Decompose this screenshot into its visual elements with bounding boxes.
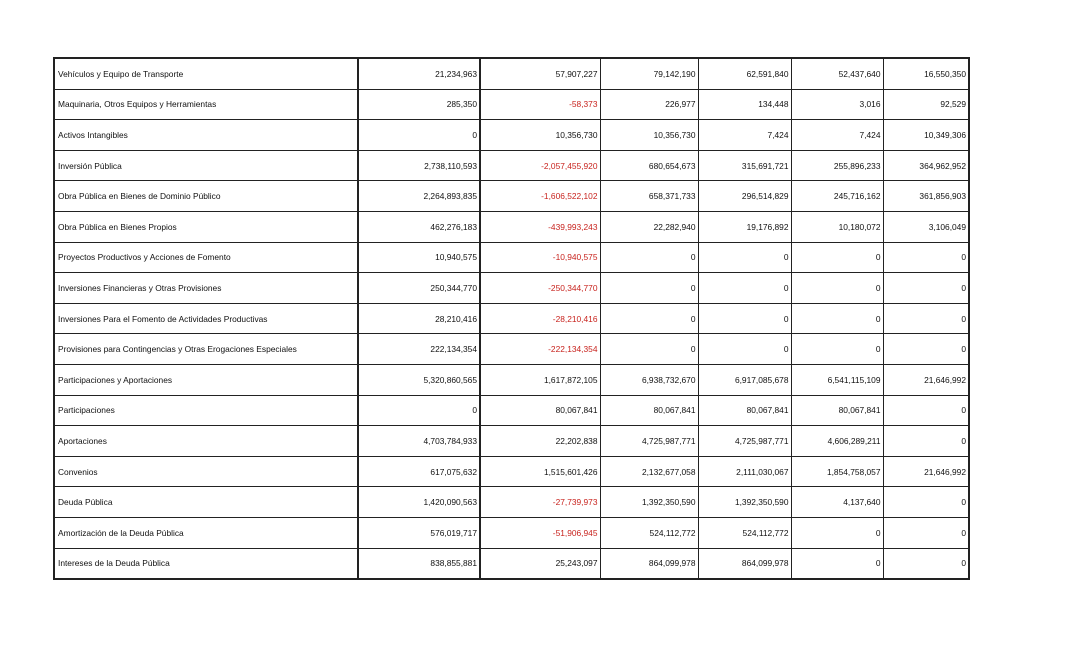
cell-value-col-2: 22,202,838	[480, 426, 600, 457]
table-row	[54, 58, 969, 89]
cell-value-col-4: 0	[698, 334, 791, 365]
cell-value-col-1: 285,350	[358, 89, 480, 120]
cell-value-col-1: 576,019,717	[358, 517, 480, 548]
cell-value-col-3: 2,132,677,058	[600, 456, 698, 487]
cell-value-col-6: 0	[883, 395, 969, 426]
cell-value-col-5: 4,137,640	[791, 487, 883, 518]
cell-value-col-3: 22,282,940	[600, 211, 698, 242]
cell-value-col-5: 0	[791, 242, 883, 273]
cell-value-col-3: 1,392,350,590	[600, 487, 698, 518]
cell-value-col-1: 1,420,090,563	[358, 487, 480, 518]
cell-value-col-6: 16,550,350	[883, 58, 969, 89]
cell-value-col-4: 0	[698, 303, 791, 334]
row-concept-label: Inversión Pública	[54, 150, 358, 181]
table-row	[54, 364, 969, 395]
table-row	[54, 334, 969, 365]
row-concept-label: Deuda Pública	[54, 487, 358, 518]
cell-value-col-4: 296,514,829	[698, 181, 791, 212]
cell-value-col-6: 361,856,903	[883, 181, 969, 212]
cell-value-col-2: -10,940,575	[480, 242, 600, 273]
table-row	[54, 487, 969, 518]
cell-value-col-4: 6,917,085,678	[698, 364, 791, 395]
cell-value-col-1: 222,134,354	[358, 334, 480, 365]
table-row	[54, 181, 969, 212]
cell-value-col-4: 315,691,721	[698, 150, 791, 181]
table-row	[54, 456, 969, 487]
row-concept-label: Intereses de la Deuda Pública	[54, 548, 358, 579]
cell-value-col-6: 0	[883, 487, 969, 518]
row-concept-label: Amortización de la Deuda Pública	[54, 517, 358, 548]
table-row	[54, 89, 969, 120]
table-row	[54, 303, 969, 334]
cell-value-col-3: 524,112,772	[600, 517, 698, 548]
cell-value-col-2: -222,134,354	[480, 334, 600, 365]
cell-value-col-6: 0	[883, 517, 969, 548]
cell-value-col-6: 0	[883, 334, 969, 365]
cell-value-col-5: 4,606,289,211	[791, 426, 883, 457]
cell-value-col-2: 10,356,730	[480, 120, 600, 151]
cell-value-col-5: 3,016	[791, 89, 883, 120]
cell-value-col-4: 19,176,892	[698, 211, 791, 242]
cell-value-col-6: 21,646,992	[883, 456, 969, 487]
cell-value-col-4: 62,591,840	[698, 58, 791, 89]
cell-value-col-3: 0	[600, 303, 698, 334]
cell-value-col-4: 524,112,772	[698, 517, 791, 548]
cell-value-col-2: -250,344,770	[480, 273, 600, 304]
cell-value-col-5: 255,896,233	[791, 150, 883, 181]
cell-value-col-2: 1,515,601,426	[480, 456, 600, 487]
cell-value-col-6: 0	[883, 273, 969, 304]
row-concept-label: Inversiones Para el Fomento de Actividades Productivas	[54, 303, 358, 334]
cell-value-col-3: 864,099,978	[600, 548, 698, 579]
row-concept-label: Vehículos y Equipo de Transporte	[54, 58, 358, 89]
cell-value-col-3: 10,356,730	[600, 120, 698, 151]
cell-value-col-1: 0	[358, 395, 480, 426]
cell-value-col-1: 2,738,110,593	[358, 150, 480, 181]
table-row	[54, 273, 969, 304]
cell-value-col-6: 21,646,992	[883, 364, 969, 395]
cell-value-col-6: 3,106,049	[883, 211, 969, 242]
cell-value-col-1: 2,264,893,835	[358, 181, 480, 212]
table-row	[54, 150, 969, 181]
row-concept-label: Obra Pública en Bienes Propios	[54, 211, 358, 242]
cell-value-col-4: 4,725,987,771	[698, 426, 791, 457]
cell-value-col-2: 25,243,097	[480, 548, 600, 579]
cell-value-col-6: 0	[883, 303, 969, 334]
cell-value-col-4: 864,099,978	[698, 548, 791, 579]
table-row	[54, 517, 969, 548]
cell-value-col-5: 0	[791, 273, 883, 304]
cell-value-col-5: 52,437,640	[791, 58, 883, 89]
cell-value-col-6: 10,349,306	[883, 120, 969, 151]
cell-value-col-6: 0	[883, 426, 969, 457]
cell-value-col-1: 4,703,784,933	[358, 426, 480, 457]
cell-value-col-2: -58,373	[480, 89, 600, 120]
row-concept-label: Aportaciones	[54, 426, 358, 457]
cell-value-col-3: 80,067,841	[600, 395, 698, 426]
cell-value-col-5: 0	[791, 517, 883, 548]
table-row	[54, 548, 969, 579]
row-concept-label: Proyectos Productivos y Acciones de Fomento	[54, 242, 358, 273]
cell-value-col-4: 1,392,350,590	[698, 487, 791, 518]
cell-value-col-5: 80,067,841	[791, 395, 883, 426]
cell-value-col-5: 1,854,758,057	[791, 456, 883, 487]
cell-value-col-4: 0	[698, 242, 791, 273]
row-concept-label: Maquinaria, Otros Equipos y Herramientas	[54, 89, 358, 120]
cell-value-col-1: 10,940,575	[358, 242, 480, 273]
table-row	[54, 211, 969, 242]
cell-value-col-3: 0	[600, 242, 698, 273]
cell-value-col-2: -51,906,945	[480, 517, 600, 548]
cell-value-col-3: 658,371,733	[600, 181, 698, 212]
cell-value-col-4: 134,448	[698, 89, 791, 120]
table-row	[54, 242, 969, 273]
cell-value-col-5: 0	[791, 303, 883, 334]
cell-value-col-5: 245,716,162	[791, 181, 883, 212]
cell-value-col-3: 680,654,673	[600, 150, 698, 181]
cell-value-col-2: 1,617,872,105	[480, 364, 600, 395]
cell-value-col-6: 364,962,952	[883, 150, 969, 181]
row-concept-label: Convenios	[54, 456, 358, 487]
row-concept-label: Participaciones y Aportaciones	[54, 364, 358, 395]
cell-value-col-3: 0	[600, 334, 698, 365]
row-concept-label: Inversiones Financieras y Otras Provisiones	[54, 273, 358, 304]
cell-value-col-5: 7,424	[791, 120, 883, 151]
cell-value-col-3: 79,142,190	[600, 58, 698, 89]
cell-value-col-6: 0	[883, 548, 969, 579]
cell-value-col-1: 28,210,416	[358, 303, 480, 334]
cell-value-col-1: 838,855,881	[358, 548, 480, 579]
row-concept-label: Provisiones para Contingencias y Otras Erogaciones Especiales	[54, 334, 358, 365]
cell-value-col-1: 250,344,770	[358, 273, 480, 304]
table-row	[54, 395, 969, 426]
cell-value-col-2: -1,606,522,102	[480, 181, 600, 212]
table-body	[54, 58, 969, 579]
cell-value-col-6: 0	[883, 242, 969, 273]
cell-value-col-1: 21,234,963	[358, 58, 480, 89]
row-concept-label: Activos Intangibles	[54, 120, 358, 151]
cell-value-col-2: 57,907,227	[480, 58, 600, 89]
cell-value-col-2: -2,057,455,920	[480, 150, 600, 181]
cell-value-col-2: 80,067,841	[480, 395, 600, 426]
cell-value-col-4: 0	[698, 273, 791, 304]
cell-value-col-1: 462,276,183	[358, 211, 480, 242]
cell-value-col-3: 6,938,732,670	[600, 364, 698, 395]
cell-value-col-5: 0	[791, 548, 883, 579]
cell-value-col-4: 2,111,030,067	[698, 456, 791, 487]
row-concept-label: Participaciones	[54, 395, 358, 426]
cell-value-col-3: 0	[600, 273, 698, 304]
cell-value-col-4: 80,067,841	[698, 395, 791, 426]
cell-value-col-1: 5,320,860,565	[358, 364, 480, 395]
cell-value-col-1: 617,075,632	[358, 456, 480, 487]
cell-value-col-1: 0	[358, 120, 480, 151]
cell-value-col-3: 226,977	[600, 89, 698, 120]
cell-value-col-6: 92,529	[883, 89, 969, 120]
cell-value-col-5: 10,180,072	[791, 211, 883, 242]
cell-value-col-5: 6,541,115,109	[791, 364, 883, 395]
cell-value-col-3: 4,725,987,771	[600, 426, 698, 457]
cell-value-col-2: -28,210,416	[480, 303, 600, 334]
cell-value-col-2: -439,993,243	[480, 211, 600, 242]
row-concept-label: Obra Pública en Bienes de Dominio Público	[54, 181, 358, 212]
cell-value-col-4: 7,424	[698, 120, 791, 151]
budget-table	[53, 57, 970, 580]
cell-value-col-2: -27,739,973	[480, 487, 600, 518]
table-row	[54, 426, 969, 457]
table-row	[54, 120, 969, 151]
cell-value-col-5: 0	[791, 334, 883, 365]
